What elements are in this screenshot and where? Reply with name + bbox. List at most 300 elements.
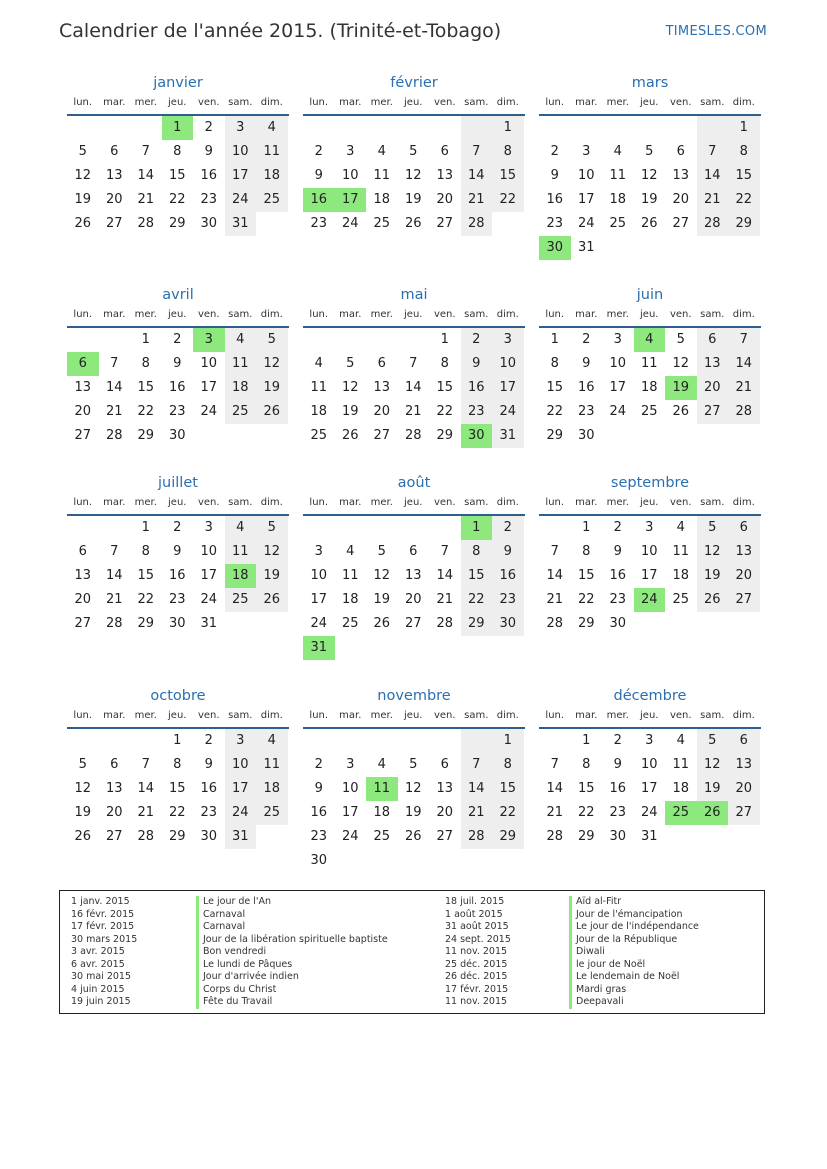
day-cell[interactable]: 21: [105, 592, 123, 607]
day-cell[interactable]: 13: [436, 168, 454, 183]
day-cell[interactable]: 3: [314, 544, 323, 559]
day-cell[interactable]: 7: [461, 140, 493, 164]
day-cell[interactable]: 4: [225, 328, 257, 352]
day-cell[interactable]: 16: [546, 192, 564, 207]
day-cell[interactable]: 27: [697, 400, 729, 424]
day-cell[interactable]: 28: [105, 428, 123, 443]
day-cell[interactable]: 4: [314, 356, 323, 371]
day-cell[interactable]: 17: [640, 568, 658, 583]
day-cell[interactable]: 21: [546, 592, 564, 607]
day-cell[interactable]: 21: [105, 404, 123, 419]
day-cell[interactable]: 13: [105, 168, 123, 183]
day-cell[interactable]: 15: [492, 164, 524, 188]
day-cell[interactable]: 1: [162, 116, 194, 140]
day-cell[interactable]: 12: [373, 568, 391, 583]
day-cell[interactable]: 29: [168, 829, 186, 844]
day-cell[interactable]: 24: [310, 616, 328, 631]
day-cell[interactable]: 11: [672, 544, 690, 559]
day-cell[interactable]: 7: [697, 140, 729, 164]
day-cell[interactable]: 8: [492, 753, 524, 777]
day-cell[interactable]: 26: [404, 829, 422, 844]
day-cell[interactable]: 25: [256, 188, 288, 212]
day-cell[interactable]: 22: [577, 592, 595, 607]
day-cell[interactable]: 9: [314, 168, 323, 183]
day-cell[interactable]: 30: [461, 424, 493, 448]
day-cell[interactable]: 10: [225, 753, 257, 777]
day-cell[interactable]: 5: [78, 757, 87, 772]
day-cell[interactable]: 6: [440, 144, 449, 159]
day-cell[interactable]: 23: [609, 592, 627, 607]
day-cell[interactable]: 14: [404, 380, 422, 395]
day-cell[interactable]: 3: [225, 116, 257, 140]
day-cell[interactable]: 4: [256, 729, 288, 753]
day-cell[interactable]: 1: [492, 729, 524, 753]
day-cell[interactable]: 31: [200, 616, 218, 631]
day-cell[interactable]: 23: [168, 404, 186, 419]
day-cell[interactable]: 20: [74, 404, 92, 419]
day-cell[interactable]: 5: [645, 144, 654, 159]
day-cell[interactable]: 15: [728, 164, 760, 188]
day-cell[interactable]: 17: [609, 380, 627, 395]
day-cell[interactable]: 21: [137, 192, 155, 207]
day-cell[interactable]: 27: [672, 216, 690, 231]
day-cell[interactable]: 6: [728, 516, 760, 540]
day-cell[interactable]: 17: [200, 568, 218, 583]
day-cell[interactable]: 3: [645, 733, 654, 748]
day-cell[interactable]: 10: [341, 168, 359, 183]
day-cell[interactable]: 2: [613, 733, 622, 748]
day-cell[interactable]: 26: [697, 801, 729, 825]
day-cell[interactable]: 18: [256, 777, 288, 801]
day-cell[interactable]: 28: [461, 212, 493, 236]
day-cell[interactable]: 14: [105, 568, 123, 583]
day-cell[interactable]: 20: [404, 592, 422, 607]
day-cell[interactable]: 11: [310, 380, 328, 395]
day-cell[interactable]: 23: [492, 588, 524, 612]
day-cell[interactable]: 6: [697, 328, 729, 352]
day-cell[interactable]: 18: [609, 192, 627, 207]
day-cell[interactable]: 10: [200, 356, 218, 371]
day-cell[interactable]: 24: [341, 216, 359, 231]
day-cell[interactable]: 15: [168, 168, 186, 183]
day-cell[interactable]: 17: [341, 805, 359, 820]
day-cell[interactable]: 6: [676, 144, 685, 159]
day-cell[interactable]: 16: [492, 564, 524, 588]
day-cell[interactable]: 21: [461, 188, 493, 212]
day-cell[interactable]: 28: [546, 829, 564, 844]
day-cell[interactable]: 26: [74, 829, 92, 844]
day-cell[interactable]: 12: [404, 168, 422, 183]
day-cell[interactable]: 27: [404, 616, 422, 631]
day-cell[interactable]: 9: [550, 168, 559, 183]
day-cell[interactable]: 27: [105, 216, 123, 231]
day-cell[interactable]: 2: [550, 144, 559, 159]
day-cell[interactable]: 10: [492, 352, 524, 376]
day-cell[interactable]: 14: [728, 352, 760, 376]
day-cell[interactable]: 7: [728, 328, 760, 352]
day-cell[interactable]: 30: [310, 853, 328, 868]
day-cell[interactable]: 25: [672, 592, 690, 607]
day-cell[interactable]: 5: [377, 544, 386, 559]
day-cell[interactable]: 25: [609, 216, 627, 231]
day-cell[interactable]: 12: [74, 781, 92, 796]
day-cell[interactable]: 19: [404, 805, 422, 820]
day-cell[interactable]: 8: [173, 757, 182, 772]
day-cell[interactable]: 22: [137, 404, 155, 419]
day-cell[interactable]: 20: [436, 192, 454, 207]
day-cell[interactable]: 30: [609, 616, 627, 631]
day-cell[interactable]: 11: [256, 140, 288, 164]
day-cell[interactable]: 23: [168, 592, 186, 607]
day-cell[interactable]: 12: [697, 540, 729, 564]
day-cell[interactable]: 17: [310, 592, 328, 607]
day-cell[interactable]: 24: [200, 592, 218, 607]
day-cell[interactable]: 1: [440, 332, 449, 347]
day-cell[interactable]: 2: [204, 733, 213, 748]
day-cell[interactable]: 8: [141, 544, 150, 559]
day-cell[interactable]: 29: [546, 428, 564, 443]
day-cell[interactable]: 15: [436, 380, 454, 395]
day-cell[interactable]: 7: [110, 356, 119, 371]
day-cell[interactable]: 18: [341, 592, 359, 607]
day-cell[interactable]: 15: [168, 781, 186, 796]
day-cell[interactable]: 18: [373, 192, 391, 207]
day-cell[interactable]: 7: [440, 544, 449, 559]
day-cell[interactable]: 9: [204, 757, 213, 772]
day-cell[interactable]: 27: [105, 829, 123, 844]
day-cell[interactable]: 23: [200, 192, 218, 207]
day-cell[interactable]: 25: [640, 404, 658, 419]
day-cell[interactable]: 4: [346, 544, 355, 559]
day-cell[interactable]: 25: [373, 829, 391, 844]
day-cell[interactable]: 2: [314, 144, 323, 159]
day-cell[interactable]: 24: [640, 805, 658, 820]
day-cell[interactable]: 4: [377, 757, 386, 772]
day-cell[interactable]: 26: [404, 216, 422, 231]
day-cell[interactable]: 13: [105, 781, 123, 796]
day-cell[interactable]: 9: [461, 352, 493, 376]
day-cell[interactable]: 4: [634, 328, 666, 352]
day-cell[interactable]: 24: [492, 400, 524, 424]
day-cell[interactable]: 23: [310, 829, 328, 844]
day-cell[interactable]: 13: [74, 568, 92, 583]
day-cell[interactable]: 1: [582, 733, 591, 748]
day-cell[interactable]: 26: [697, 588, 729, 612]
day-cell[interactable]: 17: [492, 376, 524, 400]
day-cell[interactable]: 16: [200, 781, 218, 796]
day-cell[interactable]: 9: [613, 757, 622, 772]
day-cell[interactable]: 20: [105, 805, 123, 820]
day-cell[interactable]: 24: [225, 188, 257, 212]
day-cell[interactable]: 12: [640, 168, 658, 183]
day-cell[interactable]: 31: [492, 424, 524, 448]
day-cell[interactable]: 13: [373, 380, 391, 395]
day-cell[interactable]: 6: [377, 356, 386, 371]
day-cell[interactable]: 27: [728, 588, 760, 612]
day-cell[interactable]: 7: [141, 757, 150, 772]
day-cell[interactable]: 23: [609, 805, 627, 820]
day-cell[interactable]: 27: [436, 216, 454, 231]
day-cell[interactable]: 8: [492, 140, 524, 164]
day-cell[interactable]: 22: [492, 801, 524, 825]
day-cell[interactable]: 1: [461, 516, 493, 540]
day-cell[interactable]: 15: [546, 380, 564, 395]
day-cell[interactable]: 2: [613, 520, 622, 535]
day-cell[interactable]: 30: [168, 428, 186, 443]
day-cell[interactable]: 15: [137, 380, 155, 395]
day-cell[interactable]: 5: [697, 516, 729, 540]
day-cell[interactable]: 16: [609, 568, 627, 583]
day-cell[interactable]: 3: [346, 757, 355, 772]
day-cell[interactable]: 3: [582, 144, 591, 159]
day-cell[interactable]: 31: [225, 825, 257, 849]
day-cell[interactable]: 4: [676, 520, 685, 535]
day-cell[interactable]: 29: [436, 428, 454, 443]
day-cell[interactable]: 13: [74, 380, 92, 395]
day-cell[interactable]: 27: [74, 616, 92, 631]
day-cell[interactable]: 24: [577, 216, 595, 231]
day-cell[interactable]: 11: [225, 352, 257, 376]
day-cell[interactable]: 24: [609, 404, 627, 419]
day-cell[interactable]: 15: [137, 568, 155, 583]
day-cell[interactable]: 18: [373, 805, 391, 820]
day-cell[interactable]: 2: [173, 520, 182, 535]
day-cell[interactable]: 11: [341, 568, 359, 583]
day-cell[interactable]: 3: [225, 729, 257, 753]
day-cell[interactable]: 11: [609, 168, 627, 183]
day-cell[interactable]: 30: [577, 428, 595, 443]
day-cell[interactable]: 14: [697, 164, 729, 188]
day-cell[interactable]: 26: [256, 400, 288, 424]
day-cell[interactable]: 3: [492, 328, 524, 352]
day-cell[interactable]: 2: [582, 332, 591, 347]
day-cell[interactable]: 20: [436, 805, 454, 820]
day-cell[interactable]: 22: [168, 805, 186, 820]
day-cell[interactable]: 26: [672, 404, 690, 419]
day-cell[interactable]: 19: [373, 592, 391, 607]
day-cell[interactable]: 2: [173, 332, 182, 347]
day-cell[interactable]: 24: [634, 588, 666, 612]
day-cell[interactable]: 9: [582, 356, 591, 371]
day-cell[interactable]: 22: [168, 192, 186, 207]
day-cell[interactable]: 28: [137, 216, 155, 231]
day-cell[interactable]: 23: [310, 216, 328, 231]
day-cell[interactable]: 7: [461, 753, 493, 777]
day-cell[interactable]: 28: [461, 825, 493, 849]
day-cell[interactable]: 4: [256, 116, 288, 140]
day-cell[interactable]: 8: [728, 140, 760, 164]
day-cell[interactable]: 31: [303, 636, 335, 660]
day-cell[interactable]: 13: [404, 568, 422, 583]
day-cell[interactable]: 27: [728, 801, 760, 825]
day-cell[interactable]: 13: [672, 168, 690, 183]
day-cell[interactable]: 11: [225, 540, 257, 564]
day-cell[interactable]: 18: [672, 568, 690, 583]
day-cell[interactable]: 19: [256, 564, 288, 588]
day-cell[interactable]: 11: [366, 777, 398, 801]
day-cell[interactable]: 28: [404, 428, 422, 443]
day-cell[interactable]: 25: [665, 801, 697, 825]
day-cell[interactable]: 7: [550, 757, 559, 772]
day-cell[interactable]: 3: [645, 520, 654, 535]
day-cell[interactable]: 10: [577, 168, 595, 183]
day-cell[interactable]: 8: [582, 544, 591, 559]
day-cell[interactable]: 15: [492, 777, 524, 801]
day-cell[interactable]: 28: [546, 616, 564, 631]
day-cell[interactable]: 8: [461, 540, 493, 564]
day-cell[interactable]: 28: [436, 616, 454, 631]
day-cell[interactable]: 31: [577, 240, 595, 255]
day-cell[interactable]: 7: [141, 144, 150, 159]
day-cell[interactable]: 20: [105, 192, 123, 207]
day-cell[interactable]: 16: [168, 380, 186, 395]
day-cell[interactable]: 19: [665, 376, 697, 400]
day-cell[interactable]: 26: [74, 216, 92, 231]
day-cell[interactable]: 5: [676, 332, 685, 347]
day-cell[interactable]: 9: [613, 544, 622, 559]
day-cell[interactable]: 1: [173, 733, 182, 748]
day-cell[interactable]: 23: [200, 805, 218, 820]
day-cell[interactable]: 11: [672, 757, 690, 772]
day-cell[interactable]: 5: [409, 144, 418, 159]
day-cell[interactable]: 21: [546, 805, 564, 820]
day-cell[interactable]: 2: [461, 328, 493, 352]
day-cell[interactable]: 21: [137, 805, 155, 820]
day-cell[interactable]: 6: [440, 757, 449, 772]
day-cell[interactable]: 1: [492, 116, 524, 140]
day-cell[interactable]: 21: [697, 188, 729, 212]
day-cell[interactable]: 17: [335, 188, 367, 212]
day-cell[interactable]: 13: [728, 753, 760, 777]
day-cell[interactable]: 10: [640, 757, 658, 772]
day-cell[interactable]: 16: [303, 188, 335, 212]
day-cell[interactable]: 3: [193, 328, 225, 352]
day-cell[interactable]: 4: [225, 516, 257, 540]
day-cell[interactable]: 16: [461, 376, 493, 400]
day-cell[interactable]: 18: [310, 404, 328, 419]
day-cell[interactable]: 3: [613, 332, 622, 347]
day-cell[interactable]: 14: [546, 568, 564, 583]
day-cell[interactable]: 22: [461, 588, 493, 612]
day-cell[interactable]: 5: [256, 328, 288, 352]
day-cell[interactable]: 22: [137, 592, 155, 607]
day-cell[interactable]: 13: [728, 540, 760, 564]
day-cell[interactable]: 20: [697, 376, 729, 400]
day-cell[interactable]: 31: [225, 212, 257, 236]
day-cell[interactable]: 15: [577, 781, 595, 796]
day-cell[interactable]: 30: [539, 236, 571, 260]
day-cell[interactable]: 9: [173, 544, 182, 559]
day-cell[interactable]: 17: [200, 380, 218, 395]
day-cell[interactable]: 2: [492, 516, 524, 540]
day-cell[interactable]: 27: [436, 829, 454, 844]
day-cell[interactable]: 29: [577, 829, 595, 844]
day-cell[interactable]: 16: [168, 568, 186, 583]
day-cell[interactable]: 5: [256, 516, 288, 540]
day-cell[interactable]: 4: [613, 144, 622, 159]
day-cell[interactable]: 30: [168, 616, 186, 631]
day-cell[interactable]: 25: [310, 428, 328, 443]
day-cell[interactable]: 26: [256, 588, 288, 612]
day-cell[interactable]: 5: [78, 144, 87, 159]
day-cell[interactable]: 23: [577, 404, 595, 419]
day-cell[interactable]: 9: [314, 781, 323, 796]
day-cell[interactable]: 15: [577, 568, 595, 583]
day-cell[interactable]: 28: [137, 829, 155, 844]
day-cell[interactable]: 1: [728, 116, 760, 140]
day-cell[interactable]: 6: [78, 544, 87, 559]
day-cell[interactable]: 6: [409, 544, 418, 559]
day-cell[interactable]: 19: [404, 192, 422, 207]
day-cell[interactable]: 1: [141, 520, 150, 535]
day-cell[interactable]: 22: [728, 188, 760, 212]
day-cell[interactable]: 18: [672, 781, 690, 796]
day-cell[interactable]: 10: [310, 568, 328, 583]
day-cell[interactable]: 12: [404, 781, 422, 796]
day-cell[interactable]: 28: [697, 212, 729, 236]
day-cell[interactable]: 24: [225, 801, 257, 825]
day-cell[interactable]: 20: [728, 777, 760, 801]
day-cell[interactable]: 27: [74, 428, 92, 443]
day-cell[interactable]: 11: [640, 356, 658, 371]
day-cell[interactable]: 10: [609, 356, 627, 371]
day-cell[interactable]: 14: [105, 380, 123, 395]
day-cell[interactable]: 1: [550, 332, 559, 347]
day-cell[interactable]: 25: [225, 400, 257, 424]
day-cell[interactable]: 21: [436, 592, 454, 607]
day-cell[interactable]: 5: [346, 356, 355, 371]
day-cell[interactable]: 3: [204, 520, 213, 535]
day-cell[interactable]: 9: [204, 144, 213, 159]
day-cell[interactable]: 19: [74, 805, 92, 820]
day-cell[interactable]: 17: [640, 781, 658, 796]
day-cell[interactable]: 20: [74, 592, 92, 607]
day-cell[interactable]: 2: [204, 120, 213, 135]
day-cell[interactable]: 8: [550, 356, 559, 371]
day-cell[interactable]: 8: [173, 144, 182, 159]
day-cell[interactable]: 25: [225, 588, 257, 612]
day-cell[interactable]: 19: [341, 404, 359, 419]
day-cell[interactable]: 23: [546, 216, 564, 231]
day-cell[interactable]: 26: [373, 616, 391, 631]
day-cell[interactable]: 9: [492, 540, 524, 564]
day-cell[interactable]: 20: [672, 192, 690, 207]
day-cell[interactable]: 14: [546, 781, 564, 796]
day-cell[interactable]: 19: [640, 192, 658, 207]
day-cell[interactable]: 14: [436, 568, 454, 583]
day-cell[interactable]: 19: [74, 192, 92, 207]
day-cell[interactable]: 18: [256, 164, 288, 188]
day-cell[interactable]: 30: [200, 216, 218, 231]
day-cell[interactable]: 16: [609, 781, 627, 796]
day-cell[interactable]: 29: [461, 612, 493, 636]
day-cell[interactable]: 6: [110, 144, 119, 159]
day-cell[interactable]: 18: [640, 380, 658, 395]
day-cell[interactable]: 22: [492, 188, 524, 212]
day-cell[interactable]: 29: [137, 428, 155, 443]
day-cell[interactable]: 17: [225, 164, 257, 188]
day-cell[interactable]: 24: [200, 404, 218, 419]
day-cell[interactable]: 12: [256, 540, 288, 564]
day-cell[interactable]: 27: [373, 428, 391, 443]
day-cell[interactable]: 13: [436, 781, 454, 796]
day-cell[interactable]: 12: [672, 356, 690, 371]
day-cell[interactable]: 15: [461, 564, 493, 588]
day-cell[interactable]: 24: [341, 829, 359, 844]
day-cell[interactable]: 4: [377, 144, 386, 159]
day-cell[interactable]: 29: [137, 616, 155, 631]
day-cell[interactable]: 16: [577, 380, 595, 395]
